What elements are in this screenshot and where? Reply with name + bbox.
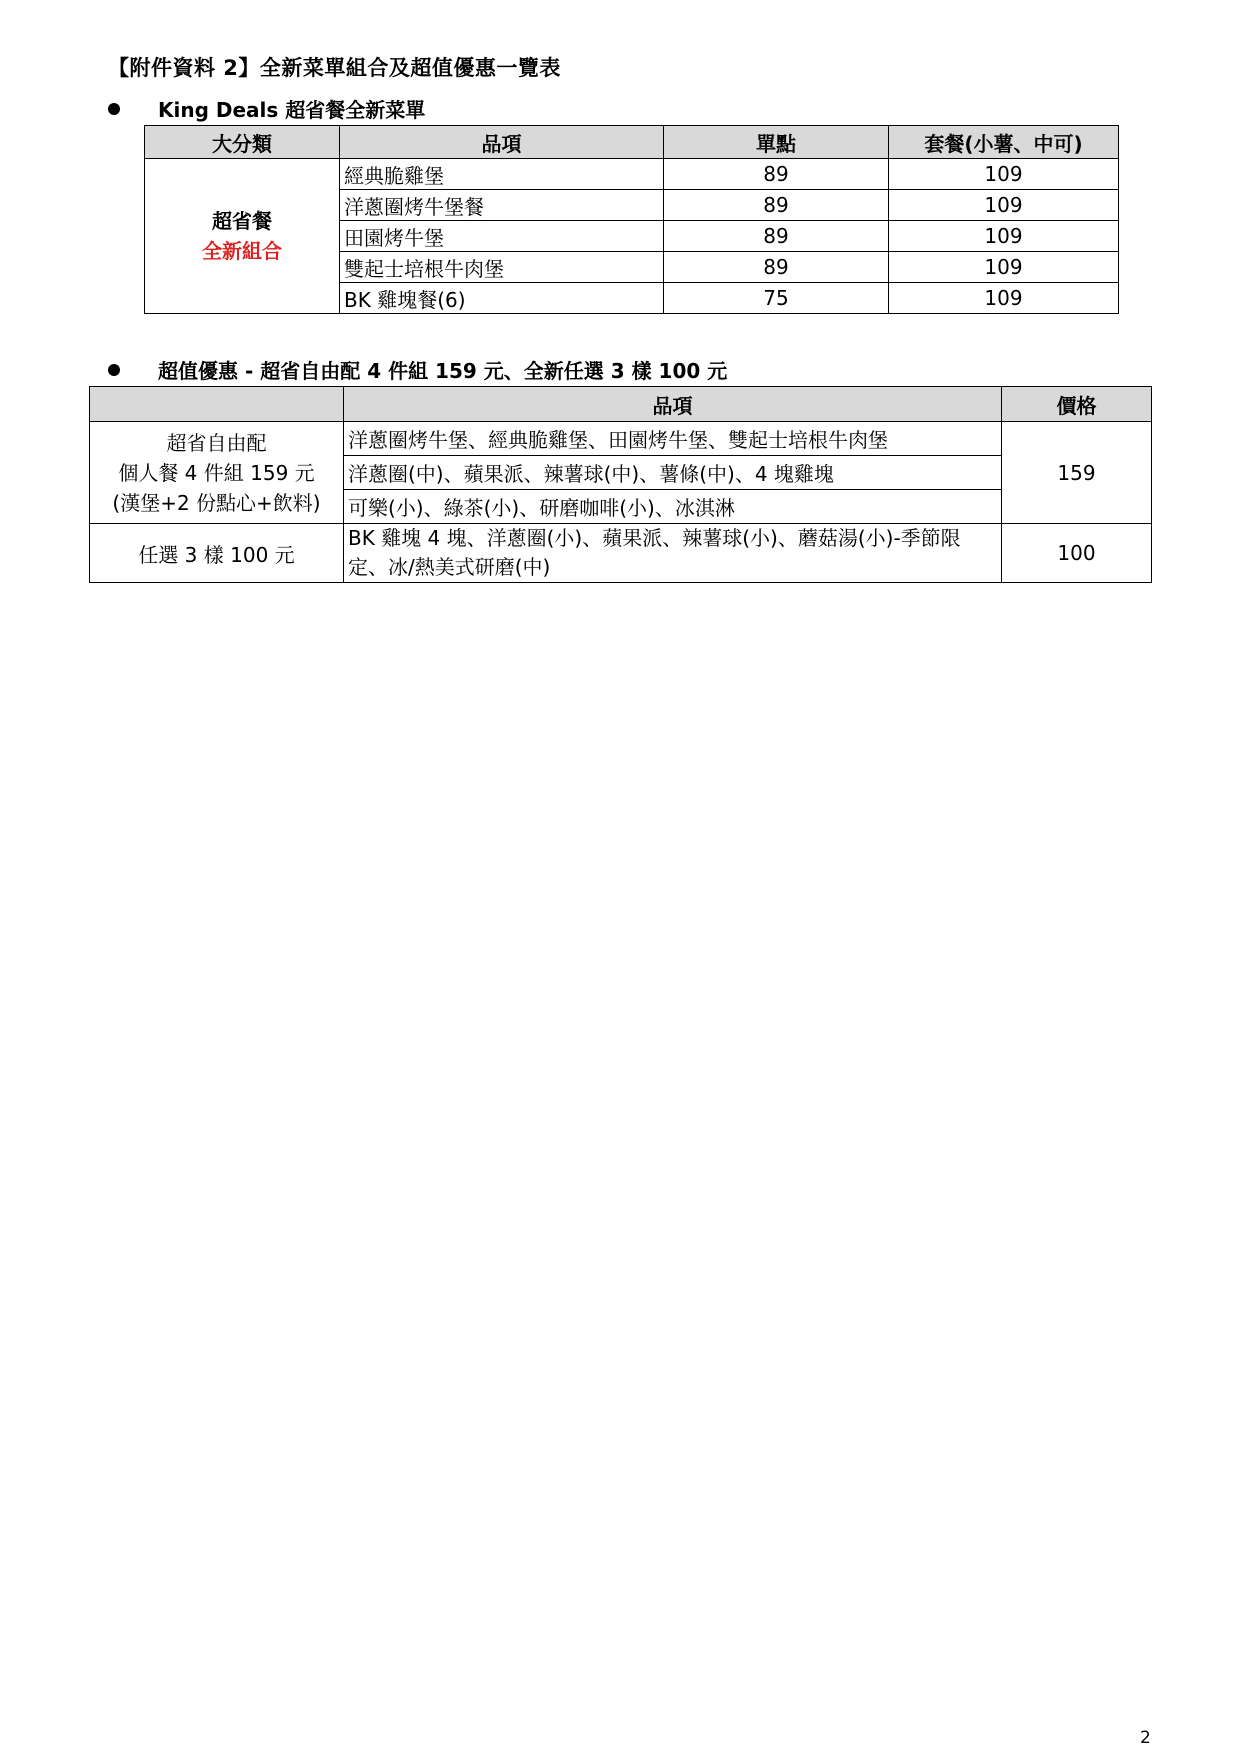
table-row bbox=[90, 422, 1152, 456]
header-item: 品項 bbox=[344, 387, 1002, 422]
combo-price-cell: 109 bbox=[889, 159, 1119, 190]
category-label: 超省餐 bbox=[212, 209, 272, 233]
header-item: 品項 bbox=[340, 126, 664, 159]
single-price-cell: 89 bbox=[664, 159, 889, 190]
table-row bbox=[90, 524, 1152, 583]
category-new-label: 全新組合 bbox=[202, 239, 282, 263]
combo-price-cell: 109 bbox=[889, 190, 1119, 221]
deal1-drink-items: 可樂(小)、綠茶(小)、研磨咖啡(小)、冰淇淋 bbox=[344, 490, 1002, 524]
single-price-cell: 75 bbox=[664, 283, 889, 314]
item-cell: BK 雞塊餐(6) bbox=[340, 283, 664, 314]
header-single: 單點 bbox=[664, 126, 889, 159]
section2-heading-text: 超值優惠 - 超省自由配 4 件組 159 元、全新任選 3 樣 100 元 bbox=[158, 359, 728, 383]
deal1-price-cell: 159 bbox=[1002, 422, 1152, 524]
item-cell: 田園烤牛堡 bbox=[340, 221, 664, 252]
item-cell: 雙起士培根牛肉堡 bbox=[340, 252, 664, 283]
deal1-name-cell bbox=[90, 422, 344, 524]
combo-price-cell: 109 bbox=[889, 283, 1119, 314]
bullet-icon bbox=[108, 364, 120, 376]
header-blank bbox=[90, 387, 344, 422]
deal1-name-line1: 超省自由配 bbox=[166, 430, 267, 455]
item-cell: 洋蔥圈烤牛堡餐 bbox=[340, 190, 664, 221]
item-cell: 經典脆雞堡 bbox=[340, 159, 664, 190]
single-price-cell: 89 bbox=[664, 252, 889, 283]
category-cell bbox=[145, 159, 340, 314]
single-price-cell: 89 bbox=[664, 221, 889, 252]
deal1-name-line2: 個人餐 4 件組 159 元 bbox=[118, 460, 315, 485]
table-header-row bbox=[145, 126, 1119, 159]
section2-heading bbox=[108, 355, 727, 384]
section1-heading-text: King Deals 超省餐全新菜單 bbox=[158, 98, 426, 122]
header-price: 價格 bbox=[1002, 387, 1152, 422]
single-price-cell: 89 bbox=[664, 190, 889, 221]
deal2-name-cell: 任選 3 樣 100 元 bbox=[90, 524, 344, 583]
page-title: 【附件資料 2】全新菜單組合及超值優惠一覽表 bbox=[108, 56, 561, 80]
bullet-icon bbox=[108, 103, 120, 115]
value-deals-table bbox=[89, 386, 1152, 583]
deal2-items-cell: BK 雞塊 4 塊、洋蔥圈(小)、蘋果派、辣薯球(小)、蘑菇湯(小)-季節限定、冰/熱美式研磨(中) bbox=[344, 524, 1002, 583]
deal1-burger-items: 洋蔥圈烤牛堡、經典脆雞堡、田園烤牛堡、雙起士培根牛肉堡 bbox=[344, 422, 1002, 456]
table-header-row bbox=[90, 387, 1152, 422]
header-category: 大分類 bbox=[145, 126, 340, 159]
section1-heading bbox=[108, 94, 425, 123]
deal1-name-line3: (漢堡+2 份點心+飲料) bbox=[112, 490, 321, 515]
header-combo: 套餐(小薯、中可) bbox=[889, 126, 1119, 159]
combo-price-cell: 109 bbox=[889, 252, 1119, 283]
page-number: 2 bbox=[1140, 1728, 1151, 1748]
combo-price-cell: 109 bbox=[889, 221, 1119, 252]
deal1-snack-items: 洋蔥圈(中)、蘋果派、辣薯球(中)、薯條(中)、4 塊雞塊 bbox=[344, 456, 1002, 490]
table-row bbox=[145, 159, 1119, 190]
kingdeals-menu-table bbox=[144, 125, 1119, 314]
deal2-price-cell: 100 bbox=[1002, 524, 1152, 583]
